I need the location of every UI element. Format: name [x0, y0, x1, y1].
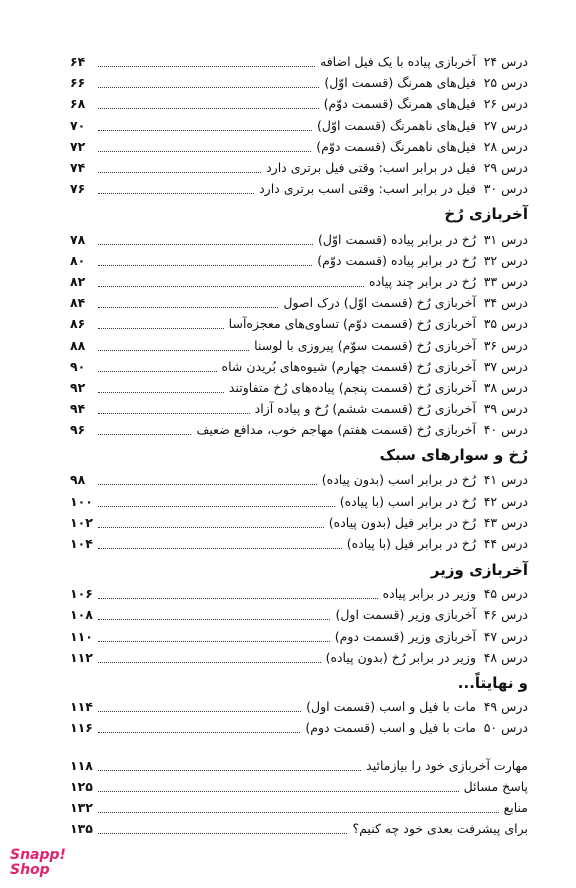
lesson-number: درس ۴۰ — [483, 422, 528, 437]
entry-title: رُخ در برابر پیاده (قسمت اوّل) — [318, 232, 476, 247]
dot-leader — [98, 171, 261, 173]
dot-leader — [98, 661, 321, 663]
page-number: ۸۰ — [70, 253, 86, 268]
page-number: ۱۳۵ — [70, 821, 93, 836]
page-number: ۹۴ — [70, 401, 86, 416]
page-number: ۸۶ — [70, 316, 86, 331]
lesson-number: درس ۲۸ — [483, 139, 528, 154]
page-number: ۷۴ — [70, 160, 86, 175]
toc-entry — [70, 357, 528, 377]
lesson-number: درس ۳۳ — [483, 274, 528, 289]
lesson-number: درس ۲۷ — [483, 118, 528, 133]
page-number: ۸۸ — [70, 338, 86, 353]
entry-title: فیل‌های همرنگ (قسمت دوّم) — [323, 96, 476, 111]
lesson-number: درس ۴۷ — [483, 629, 528, 644]
entry-title: پاسخ مسائل — [463, 779, 528, 794]
entry-title: آخربازی وزیر (قسمت دوم) — [334, 629, 476, 644]
entry-title: آخربازی رُخ (قسمت ششم) رُخ و پیاده آزاد — [254, 401, 476, 416]
lesson-number: درس ۳۱ — [483, 232, 528, 247]
dot-leader — [98, 65, 315, 67]
section-heading: آخربازی وزیر — [430, 561, 528, 579]
page-number: ۹۸ — [70, 472, 86, 487]
dot-leader — [98, 483, 317, 485]
lesson-number: درس ۲۴ — [483, 54, 528, 69]
toc-entry — [70, 378, 528, 398]
lesson-number: درس ۴۳ — [483, 515, 528, 530]
dot-leader — [98, 790, 459, 792]
lesson-number: درس ۴۲ — [483, 494, 528, 509]
lesson-number: درس ۵۰ — [483, 720, 528, 735]
lesson-number: درس ۳۷ — [483, 359, 528, 374]
dot-leader — [98, 731, 300, 733]
toc-entry — [70, 492, 528, 512]
page-number: ۱۱۴ — [70, 699, 93, 714]
dot-leader — [98, 129, 312, 131]
lesson-number: درس ۳۸ — [483, 380, 528, 395]
entry-title: آخربازی رُخ (قسمت دوّم) تساوی‌های معجزه‌آسا — [228, 316, 476, 331]
section-heading: و نهایتاً... — [457, 674, 528, 692]
dot-leader — [98, 391, 224, 393]
entry-title: آخربازی پیاده با یک فیل اضافه — [320, 54, 476, 69]
page-number: ۹۲ — [70, 380, 86, 395]
entry-title: منابع — [503, 800, 528, 815]
page-number: ۱۱۶ — [70, 720, 93, 735]
snapp-shop-logo — [10, 848, 74, 878]
page-number: ۱۱۲ — [70, 650, 93, 665]
toc-entry — [70, 718, 528, 738]
toc-entry — [70, 627, 528, 647]
page-number: ۱۱۰ — [70, 629, 93, 644]
toc-entry — [70, 116, 528, 136]
toc-entry — [70, 605, 528, 625]
page-number: ۷۲ — [70, 139, 86, 154]
entry-title: فیل‌های همرنگ (قسمت اوّل) — [324, 75, 476, 90]
entry-title: مات با فیل و اسب (قسمت اول) — [306, 699, 476, 714]
entry-title: آخربازی رُخ (قسمت چهارم) شیوه‌های بُریدن شاه — [221, 359, 476, 374]
dot-leader — [98, 107, 319, 109]
entry-title: رُخ در برابر فیل (با پیاده) — [346, 536, 476, 551]
entry-title: آخربازی رُخ (قسمت هفتم) مهاجم خوب، مدافع ضعیف — [196, 422, 476, 437]
toc-entry — [70, 52, 528, 72]
page-number: ۷۶ — [70, 181, 86, 196]
entry-title: آخربازی رُخ (قسمت اوّل) درک اصول — [283, 295, 476, 310]
dot-leader — [98, 618, 330, 620]
toc-entry — [70, 513, 528, 533]
toc-entry — [70, 179, 528, 199]
toc-entry — [70, 534, 528, 554]
toc-entry — [70, 314, 528, 334]
entry-title: رُخ در برابر پیاده (قسمت دوّم) — [317, 253, 476, 268]
dot-leader — [98, 547, 342, 549]
lesson-number: درس ۳۲ — [483, 253, 528, 268]
dot-leader — [98, 327, 224, 329]
dot-leader — [98, 505, 335, 507]
entry-title: فیل‌های ناهمرنگ (قسمت اوّل) — [317, 118, 476, 133]
section-heading: آخربازی رُخ — [444, 205, 528, 223]
dot-leader — [98, 150, 311, 152]
page-number: ۱۰۲ — [70, 515, 93, 530]
toc-entry — [70, 777, 528, 797]
entry-title: رُخ در برابر فیل (بدون پیاده) — [328, 515, 476, 530]
page-number: ۹۰ — [70, 359, 86, 374]
toc-entry — [70, 293, 528, 313]
logo-line-1: Snapp! — [10, 847, 66, 863]
toc-entry — [70, 336, 528, 356]
lesson-number: درس ۳۵ — [483, 316, 528, 331]
dot-leader — [98, 370, 217, 372]
dot-leader — [98, 285, 364, 287]
toc-entry — [70, 648, 528, 668]
dot-leader — [98, 832, 347, 834]
lesson-number: درس ۴۶ — [483, 607, 528, 622]
page-number: ۱۰۶ — [70, 586, 93, 601]
entry-title: رُخ در برابر چند پیاده — [368, 274, 476, 289]
lesson-number: درس ۳۴ — [483, 295, 528, 310]
dot-leader — [98, 640, 330, 642]
dot-leader — [98, 710, 301, 712]
lesson-number: درس ۲۶ — [483, 96, 528, 111]
lesson-number: درس ۲۵ — [483, 75, 528, 90]
entry-title: آخربازی وزیر (قسمت اول) — [335, 607, 476, 622]
toc-entry — [70, 73, 528, 93]
entry-title: برای پیشرفت بعدی خود چه کنیم؟ — [352, 821, 528, 836]
page-number: ۱۳۲ — [70, 800, 93, 815]
dot-leader — [98, 306, 278, 308]
entry-title: آخربازی رُخ (قسمت پنجم) پیاده‌های رُخ متفاوتند — [228, 380, 476, 395]
logo-line-2: Shop — [10, 862, 50, 878]
page-number: ۶۶ — [70, 75, 86, 90]
page-number: ۹۶ — [70, 422, 86, 437]
page-number: ۷۸ — [70, 232, 86, 247]
entry-title: آخربازی رُخ (قسمت سوّم) پیروزی با لوسنا — [254, 338, 476, 353]
toc-entry — [70, 819, 528, 839]
entry-title: مهارت آخربازی خود را بیازمائید — [366, 758, 528, 773]
toc-entry — [70, 272, 528, 292]
lesson-number: درس ۴۸ — [483, 650, 528, 665]
lesson-number: درس ۴۹ — [483, 699, 528, 714]
toc-entry — [70, 584, 528, 604]
toc-entry — [70, 756, 528, 776]
lesson-number: درس ۲۹ — [483, 160, 528, 175]
toc-entry — [70, 230, 528, 250]
dot-leader — [98, 192, 254, 194]
entry-title: فیل‌های ناهمرنگ (قسمت دوّم) — [316, 139, 476, 154]
dot-leader — [98, 243, 313, 245]
entry-title: رُخ در برابر اسب (با پیاده) — [339, 494, 476, 509]
lesson-number: درس ۴۴ — [483, 536, 528, 551]
entry-title: مات با فیل و اسب (قسمت دوم) — [305, 720, 476, 735]
toc-entry — [70, 158, 528, 178]
dot-leader — [98, 412, 250, 414]
page-number: ۱۱۸ — [70, 758, 93, 773]
lesson-number: درس ۴۵ — [483, 586, 528, 601]
page-number: ۱۰۴ — [70, 536, 93, 551]
entry-title: وزیر در برابر پیاده — [382, 586, 476, 601]
toc-entry — [70, 470, 528, 490]
entry-title: فیل در برابر اسب: وقتی فیل برتری دارد — [266, 160, 476, 175]
page-number: ۷۰ — [70, 118, 86, 133]
dot-leader — [98, 349, 249, 351]
entry-title: فیل در برابر اسب: وقتی اسب برتری دارد — [259, 181, 476, 196]
page-number: ۱۲۵ — [70, 779, 93, 794]
toc-entry — [70, 798, 528, 818]
section-heading: رُخ و سوارهای سبک — [379, 446, 528, 464]
lesson-number: درس ۳۶ — [483, 338, 528, 353]
dot-leader — [98, 597, 378, 599]
toc-entry — [70, 251, 528, 271]
page-number: ۶۴ — [70, 54, 86, 69]
toc-entry — [70, 137, 528, 157]
dot-leader — [98, 264, 312, 266]
lesson-number: درس ۴۱ — [483, 472, 528, 487]
page-number: ۶۸ — [70, 96, 86, 111]
dot-leader — [98, 86, 319, 88]
dot-leader — [98, 811, 499, 813]
toc-entry — [70, 697, 528, 717]
toc-entry — [70, 94, 528, 114]
toc-entry — [70, 420, 528, 440]
page-number: ۱۰۰ — [70, 494, 93, 509]
dot-leader — [98, 769, 361, 771]
page-number: ۸۴ — [70, 295, 86, 310]
entry-title: رُخ در برابر اسب (بدون پیاده) — [321, 472, 476, 487]
dot-leader — [98, 526, 324, 528]
toc-entry — [70, 399, 528, 419]
page-number: ۸۲ — [70, 274, 86, 289]
dot-leader — [98, 433, 191, 435]
lesson-number: درس ۳۰ — [483, 181, 528, 196]
lesson-number: درس ۳۹ — [483, 401, 528, 416]
entry-title: وزیر در برابر رُخ (بدون پیاده) — [325, 650, 476, 665]
page-number: ۱۰۸ — [70, 607, 93, 622]
